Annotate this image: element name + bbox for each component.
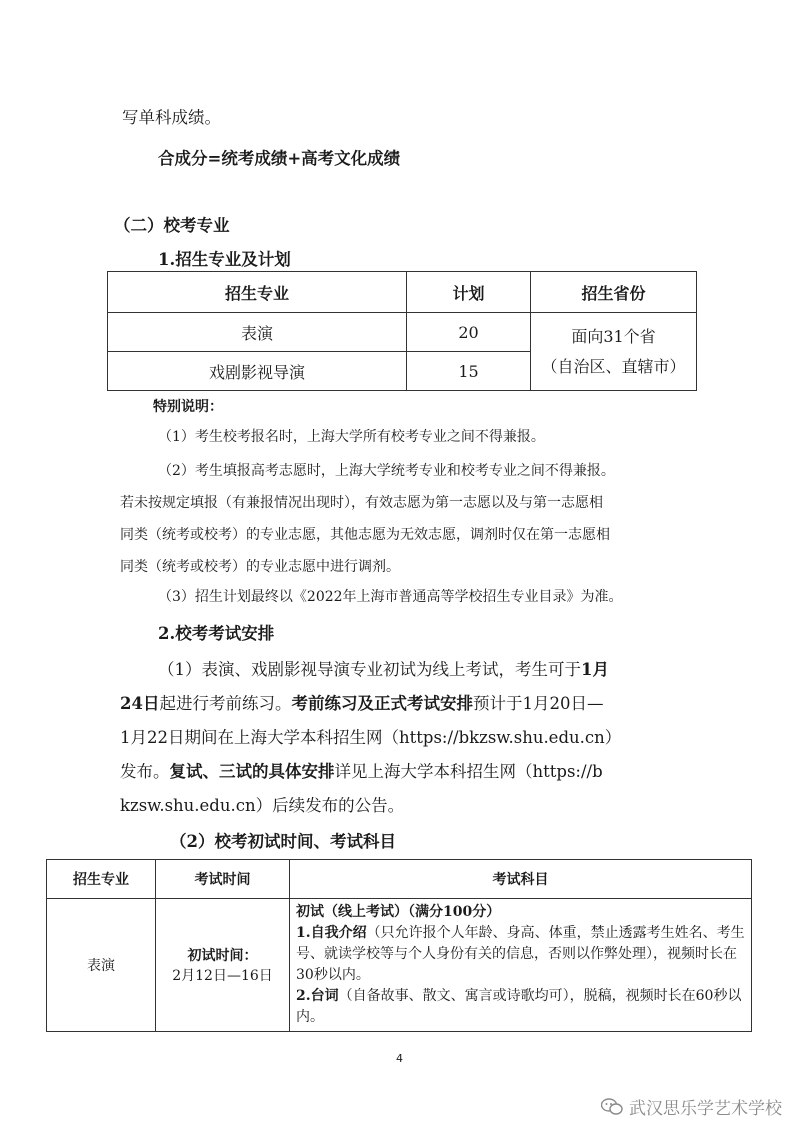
note-item: （2）考生填报高考志愿时，上海大学统考专业和校考专业之间不得兼报。 xyxy=(158,463,615,479)
note-item: （1）考生校考报名时，上海大学所有校考专业之间不得兼报。 xyxy=(158,429,545,445)
plan-cell: 15 xyxy=(407,352,531,391)
exam-schedule-table xyxy=(46,859,752,1032)
subject-item xyxy=(296,986,745,1028)
item-text: （只允许报个人年龄、身高、体重，禁止透露考生姓名、考生号、就读学校等与个人身份有关的信息，否则以作弊处理），视频时长在30秒以内。 xyxy=(296,925,745,983)
province-line: （自治区、直辖市） xyxy=(541,356,686,376)
notes-title: 特别说明： xyxy=(153,399,223,415)
major-cell: 表演 xyxy=(47,899,156,1032)
exam-paragraph-line xyxy=(158,656,609,680)
subject-title: 初试（线上考试）（满分100分） xyxy=(296,904,501,920)
enrollment-plan-table xyxy=(107,271,697,391)
text-span-bold: 24日 xyxy=(120,694,160,713)
time-value: 2月12日—16日 xyxy=(172,968,273,984)
province-cell xyxy=(531,313,697,391)
header-time: 考试时间 xyxy=(156,860,290,899)
text-span-bold: 1月 xyxy=(581,660,609,679)
text-span-bold: 考前练习及正式考试安排 xyxy=(291,694,473,713)
major-cell: 表演 xyxy=(108,313,407,352)
item-label: 2.台词 xyxy=(296,988,339,1004)
watermark-text: 武汉思乐学艺术学校 xyxy=(629,1099,782,1119)
text-span: 发布。 xyxy=(120,762,170,781)
header-major: 招生专业 xyxy=(108,272,407,313)
subject-item xyxy=(296,923,745,986)
table-header-row xyxy=(108,272,697,313)
major-cell: 戏剧影视导演 xyxy=(108,352,407,391)
exam-paragraph-line xyxy=(120,758,603,782)
header-province: 招生省份 xyxy=(531,272,697,313)
note-item: 若未按规定填报（有兼报情况出现时），有效志愿为第一志愿以及与第一志愿相 xyxy=(120,495,603,511)
exam-paragraph-line: kzsw.shu.edu.cn）后续发布的公告。 xyxy=(120,796,405,815)
text-span: （1）表演、戏剧影视导演专业初试为线上考试，考生可于 xyxy=(158,660,581,679)
note-item: （3）招生计划最终以《2022年上海市普通高等学校招生专业目录》为准。 xyxy=(158,589,623,605)
table-header-row xyxy=(47,860,752,899)
text-span-bold: 复试、三试的具体安排 xyxy=(169,762,335,781)
note-item: 同类（统考或校考）的专业志愿，其他志愿为无效志愿，调剂时仅在第一志愿相 xyxy=(120,527,610,543)
text-span: 起进行考前练习。 xyxy=(159,694,292,713)
watermark xyxy=(601,1094,782,1119)
section-heading: （二）校考专业 xyxy=(114,216,230,235)
plan-cell: 20 xyxy=(407,313,531,352)
item-text: （自备故事、散文、寓言或诗歌均可），脱稿，视频时长在60秒以内。 xyxy=(296,988,742,1025)
item-label: 1.自我介绍 xyxy=(296,925,367,941)
subsection-heading: 1.招生专业及计划 xyxy=(158,250,291,269)
province-line: 面向31个省 xyxy=(571,326,656,346)
table-row xyxy=(47,899,752,1032)
exam-paragraph-line xyxy=(120,690,603,714)
exam-paragraph-line: 1月22日期间在上海大学本科招生网（https://bkzsw.shu.edu.cn） xyxy=(120,728,622,747)
page-number: 4 xyxy=(396,1052,403,1065)
header-major: 招生专业 xyxy=(47,860,156,899)
table-row xyxy=(108,313,697,352)
intro-line: 写单科成绩。 xyxy=(122,108,221,127)
text-span: 预计于1月20日— xyxy=(472,694,604,713)
note-item: 同类（统考或校考）的专业志愿中进行调剂。 xyxy=(120,559,400,575)
header-subject: 考试科目 xyxy=(290,860,752,899)
exam-heading: 2.校考考试安排 xyxy=(158,624,275,643)
score-formula: 合成分=统考成绩+高考文化成绩 xyxy=(158,149,401,168)
time-label: 初试时间： xyxy=(187,948,258,964)
text-span: 详见上海大学本科招生网（https://b xyxy=(334,762,603,781)
time-cell xyxy=(156,899,290,1032)
header-plan: 计划 xyxy=(407,272,531,313)
wechat-icon xyxy=(601,1098,623,1116)
subject-cell xyxy=(290,899,752,1032)
subsection-heading: （2）校考初试时间、考试科目 xyxy=(170,832,396,851)
